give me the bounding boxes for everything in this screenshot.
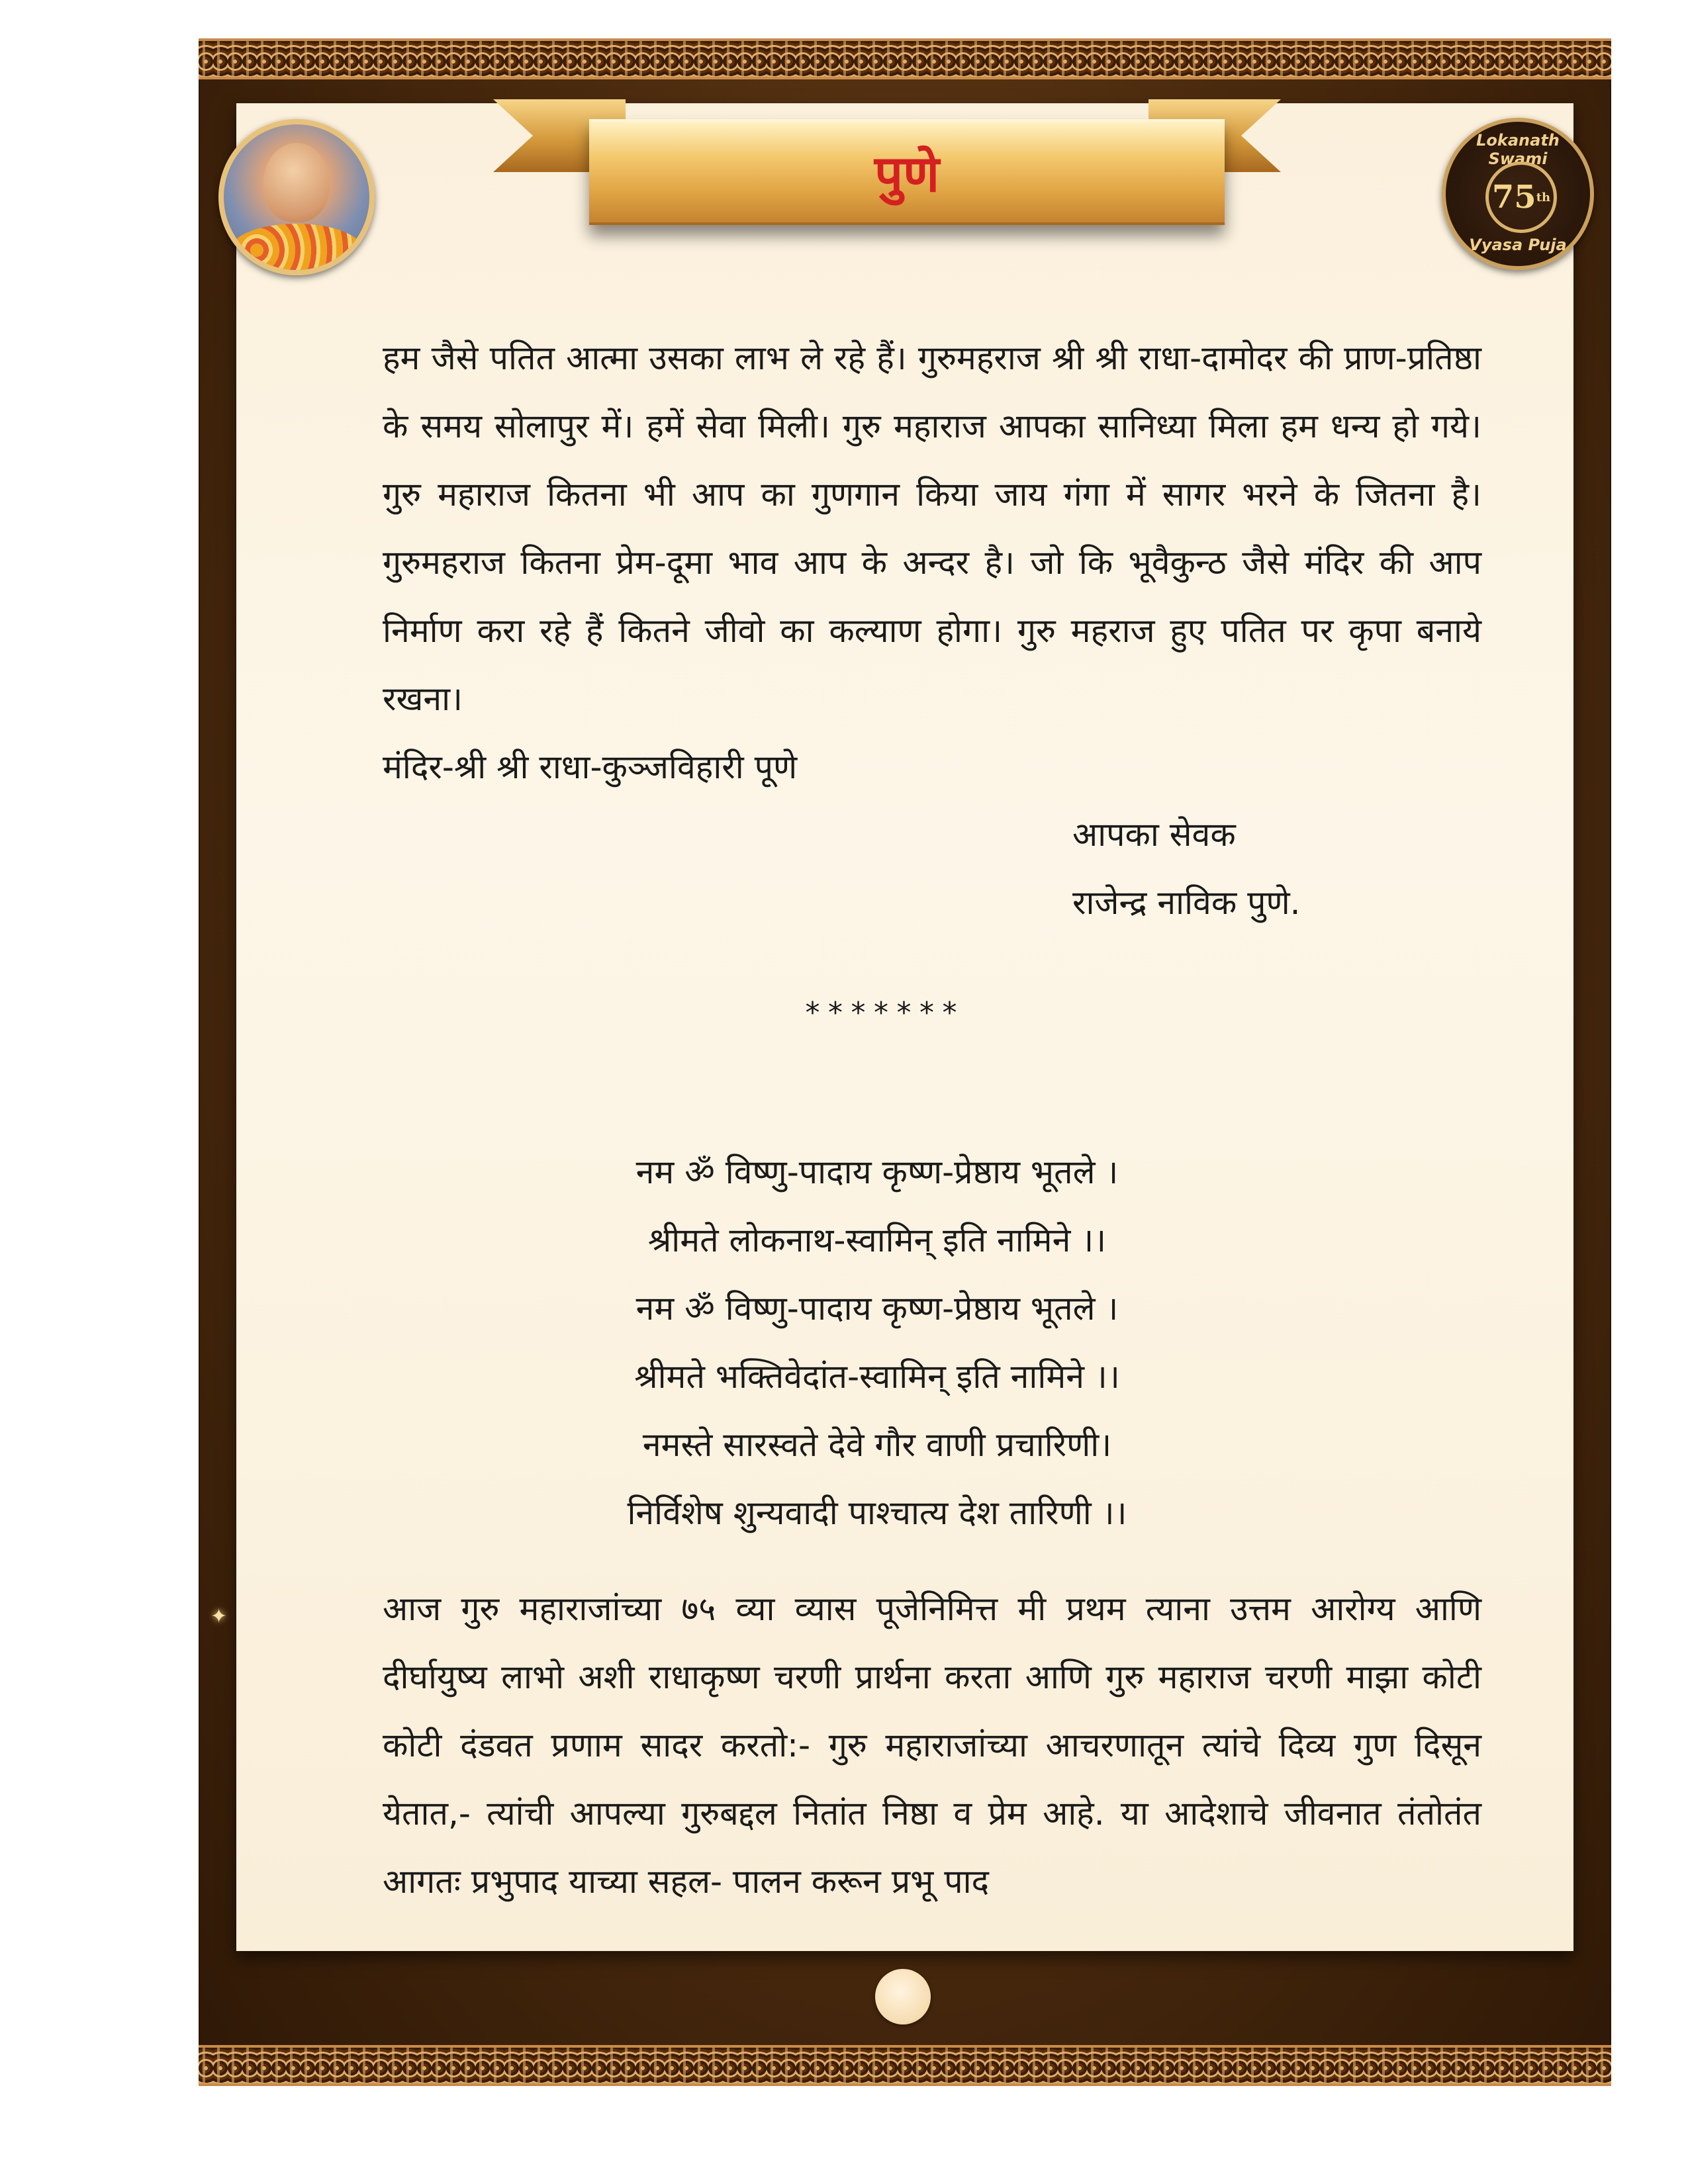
section-separator: ******* — [804, 996, 964, 1030]
letter-paragraph-text: हम जैसे पतित आत्मा उसका लाभ ले रहे हैं। गुरुमहराज श्री श्री राधा-दामोदर की प्राण-प्रतिष्ठा के समय सोलापुर में। हमें सेवा मिली। गुरु महाराज आपका सानिध्या मिला हम धन्य हो गये। गुरु महाराज कितना भी आप का गुणगान किया जाय गंगा में सागर भरने के जितना है। गुरुमहराज कितना प्रेम-दूमा भाव आप के अन्दर है। जो कि भूवैकुन्ठ जैसे मंदिर की आप निर्माण करा रहे हैं कितने जीवो का कल्याण होगा। गुरु महराज हुए पतित पर कृपा बनाये रखना। — [383, 339, 1481, 718]
verse-line: नमस्ते सारस्वते देवे गौर वाणी प्रचारिणी। — [642, 1426, 1112, 1464]
sparkle-icon: ✦ — [211, 1605, 228, 1628]
ornamental-border-bottom — [199, 2045, 1611, 2086]
page-number-dot — [875, 1969, 931, 2025]
seal-number — [1485, 161, 1557, 233]
verse-line: नम ॐ विष्णु-पादाय कृष्ण-प्रेष्ठाय भूतले । — [635, 1153, 1119, 1191]
verse-block — [0, 1138, 1688, 1547]
anniversary-seal-logo — [1442, 118, 1594, 270]
verse-line: निर्विशेष शुन्यवादी पाश्चात्य देश तारिणी ।। — [627, 1494, 1127, 1532]
verse-line: श्रीमते भक्तिवेदांत-स्वामिन् इति नामिने ।। — [634, 1357, 1120, 1396]
signoff-name: राजेन्द्र नाविक पुणे. — [1072, 884, 1301, 922]
ornamental-border-top — [199, 38, 1611, 79]
title-ribbon — [589, 119, 1225, 225]
seal-bottom-text: Vyasa Puja — [1469, 236, 1567, 254]
portrait-face — [263, 143, 330, 222]
seal-number-suffix: th — [1536, 190, 1551, 205]
verse-line: श्रीमते लोकनाथ-स्वामिन् इति नामिने ।। — [647, 1221, 1107, 1259]
page-title: पुणे — [874, 144, 940, 203]
portrait-garland — [230, 224, 363, 275]
portrait-photo — [218, 119, 375, 275]
letter-paragraph — [383, 324, 1481, 801]
verse-line: नम ॐ विष्णु-पादाय कृष्ण-प्रेष्ठाय भूतले । — [635, 1289, 1119, 1328]
temple-line: मंदिर-श्री श्री राधा-कुञ्जविहारी पूणे — [383, 748, 798, 786]
marathi-paragraph: आज गुरु महाराजांच्या ७५ व्या व्यास पूजेनिमित्त मी प्रथम त्याना उत्तम आरोग्य आणि दीर्घायुष्य लाभो अशी राधाकृष्ण चरणी प्रार्थना करता आणि गुरु महाराज चरणी माझा कोटी कोटी दंडवत प्रणाम सादर करतो:- गुरु महाराजांच्या आचरणातून त्यांचे दिव्य गुण दिसून येतात,- त्यांची आपल्या गुरुबद्दल नितांत निष्ठा व प्रेम आहे. या आदेशाचे जीवनात तंतोतंत आगतः प्रभुपाद याच्या सहल- पालन करून प्रभू पाद — [383, 1590, 1481, 1901]
signoff-salutation: आपका सेवक — [1072, 815, 1236, 854]
seal-number-value: 75 — [1491, 179, 1536, 216]
seal-top-text: Lokanath Swami — [1476, 131, 1560, 168]
